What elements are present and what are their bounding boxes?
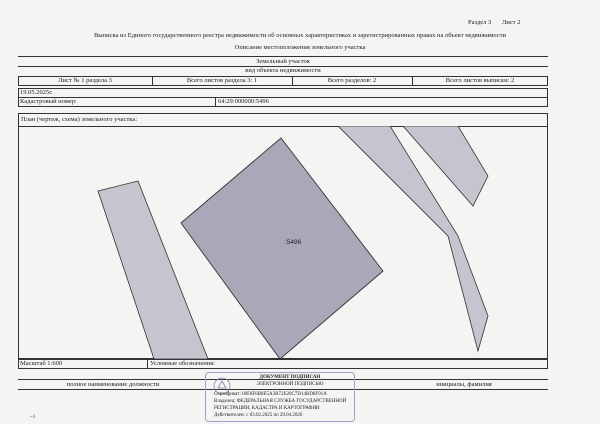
plan-caption: План (чертеж, схема) земельного участка: <box>21 116 138 123</box>
plan-drawing <box>18 126 548 359</box>
legend-label: Условные обозначения: <box>150 360 216 367</box>
total-sheets-extract: Всего листов выписки: 2 <box>445 77 515 84</box>
scale-legend-row <box>18 359 548 369</box>
cell-divider <box>215 97 216 107</box>
section-number: Раздел 3 <box>468 19 492 26</box>
stamp-certificate: Сертификат: 00F8F6B8E5A3B72E20C7D14BD8F91A <box>214 392 327 397</box>
object-type-caption: вид объекта недвижимости <box>245 67 321 74</box>
adjacent-road-left <box>98 181 208 359</box>
corner-mark: ~1 <box>30 415 36 420</box>
cadastral-number: 64:29:000000:5496 <box>218 98 269 105</box>
sheet-number: Лист 2 <box>502 19 521 26</box>
position-caption: полное наименование должности <box>66 381 160 388</box>
sheet-of-section: Лист № 1 раздела 3 <box>58 77 112 84</box>
cell-divider <box>147 359 148 369</box>
rule <box>18 56 548 57</box>
cadastral-label: Кадастровый номер: <box>20 98 77 105</box>
total-sections: Всего разделов: 2 <box>327 77 377 84</box>
electronic-signature-stamp <box>205 372 355 422</box>
stamp-owner-cont: РЕГИСТРАЦИИ, КАДАСТРА И КАРТОГРАФИИ <box>214 406 320 411</box>
stamp-valid: Действителен: с 03.02.2025 по 29.04.2026 <box>214 413 303 418</box>
stamp-subtitle: ЭЛЕКТРОННОЙ ПОДПИСЬЮ <box>256 382 324 387</box>
scale: Масштаб 1:600 <box>20 360 63 367</box>
rule <box>18 97 548 98</box>
extract-date: 19.05.2025г. <box>20 89 53 96</box>
total-sheets-section: Всего листов раздела 3: 1 <box>186 77 258 84</box>
stamp-title: ДОКУМЕНТ ПОДПИСАН <box>259 375 321 380</box>
parcel-label: :5496 <box>285 239 302 246</box>
stamp-owner: Владелец: ФЕДЕРАЛЬНАЯ СЛУЖБА ГОСУДАРСТВЕННОЙ <box>214 399 347 404</box>
object-type: Земельный участок <box>256 58 310 65</box>
parcel-polygon <box>181 138 383 359</box>
name-caption: инициалы, фамилия <box>436 381 492 388</box>
document-title: Выписка из Единого государственного реестра недвижимости об основных характеристиках и зарегистрированных правах на объект недвижимости <box>93 32 507 39</box>
document-subtitle: Описание местоположения земельного участка <box>234 44 366 51</box>
